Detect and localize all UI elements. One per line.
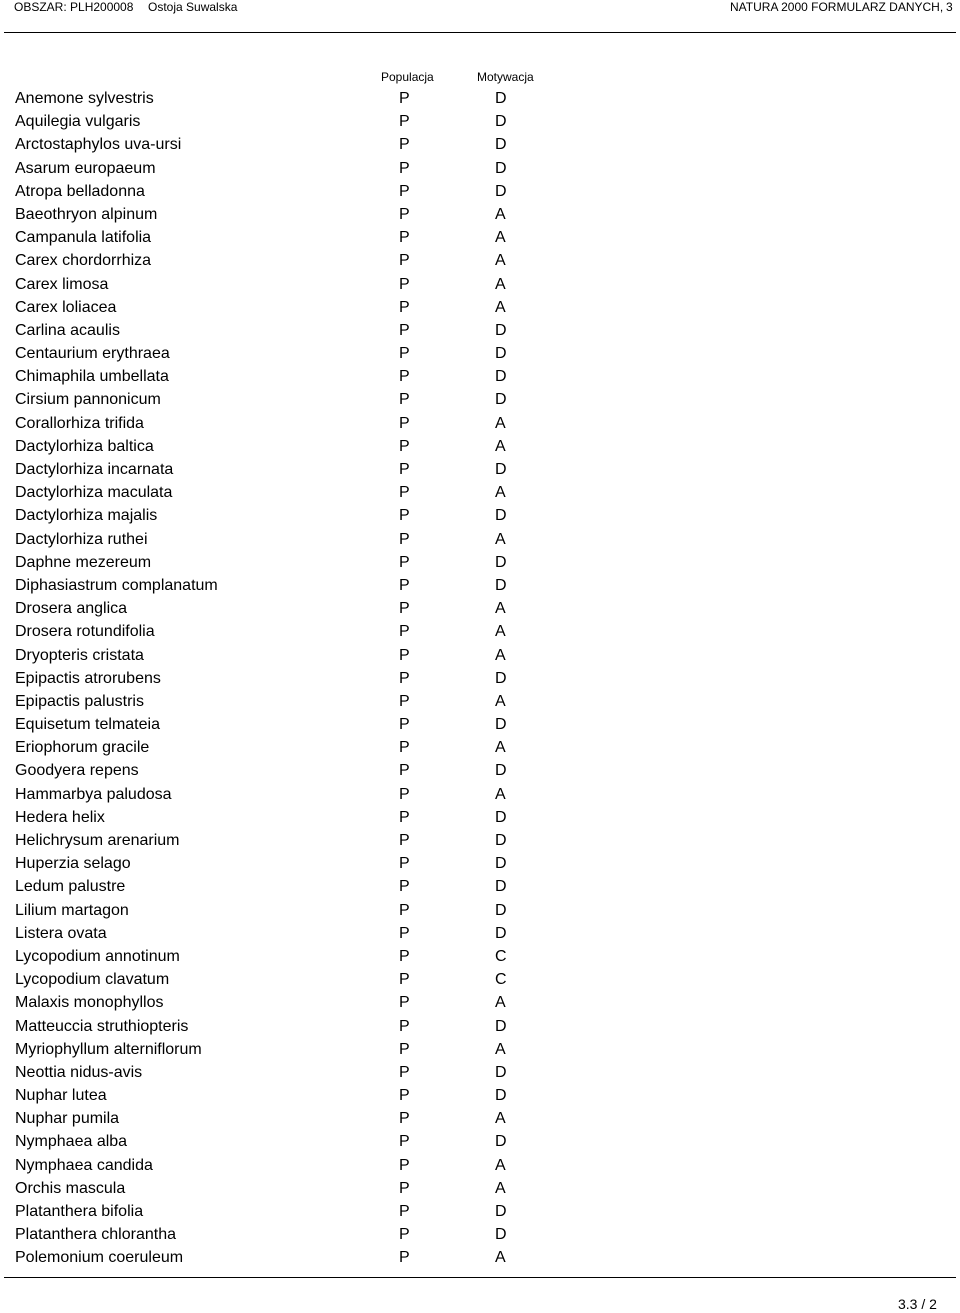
table-row <box>0 783 960 806</box>
motivation-value: D <box>495 855 507 873</box>
population-value: P <box>399 692 410 710</box>
motivation-value: A <box>495 692 506 710</box>
table-row <box>0 528 960 551</box>
table-row <box>0 875 960 898</box>
table-row <box>0 458 960 481</box>
population-value: P <box>399 762 410 780</box>
motivation-value: A <box>495 229 506 247</box>
header-divider <box>4 32 956 33</box>
population-value: P <box>399 368 410 386</box>
motivation-value: C <box>495 947 507 965</box>
motivation-value: A <box>495 205 506 223</box>
footer-divider <box>4 1277 956 1278</box>
motivation-value: A <box>495 646 506 664</box>
population-value: P <box>399 113 410 131</box>
table-row <box>0 1130 960 1153</box>
motivation-value: A <box>495 437 506 455</box>
population-value: P <box>399 1063 410 1081</box>
table-row <box>0 991 960 1014</box>
species-name: Hammarbya paludosa <box>15 785 172 803</box>
population-value: P <box>399 971 410 989</box>
motivation-value: D <box>495 1017 507 1035</box>
species-name: Asarum europaeum <box>15 159 156 177</box>
species-name: Anemone sylvestris <box>15 90 154 107</box>
population-value: P <box>399 182 410 200</box>
motivation-value: D <box>495 878 507 896</box>
table-row <box>0 1061 960 1084</box>
motivation-value: D <box>495 182 507 200</box>
population-value: P <box>399 785 410 803</box>
species-name: Dryopteris cristata <box>15 646 144 664</box>
form-title: NATURA 2000 FORMULARZ DANYCH, <box>730 0 944 14</box>
motivation-value: D <box>495 507 507 525</box>
population-value: P <box>399 1017 410 1035</box>
species-name: Aquilegia vulgaris <box>15 113 141 131</box>
motivation-value: D <box>495 113 507 131</box>
table-row <box>0 110 960 133</box>
motivation-value: D <box>495 1203 507 1220</box>
motivation-value: D <box>495 832 507 849</box>
motivation-value: D <box>495 1063 507 1081</box>
table-row <box>0 1154 960 1177</box>
species-name: Chimaphila umbellata <box>15 368 169 386</box>
population-value: P <box>399 530 410 548</box>
species-name: Drosera rotundifolia <box>15 623 155 641</box>
page-number: 3 <box>946 0 953 14</box>
table-row <box>0 736 960 759</box>
population-value: P <box>399 1179 410 1197</box>
table-row <box>0 319 960 342</box>
population-value: P <box>399 1133 410 1151</box>
population-value: P <box>399 716 410 734</box>
motivation-value: A <box>495 1040 506 1058</box>
population-value: P <box>399 646 410 664</box>
motivation-value: A <box>495 275 506 293</box>
species-name: Lycopodium annotinum <box>15 947 180 965</box>
population-value: P <box>399 437 410 455</box>
table-row <box>0 968 960 991</box>
species-name: Orchis mascula <box>15 1179 126 1197</box>
motivation-value: D <box>495 669 507 687</box>
species-name: Lycopodium clavatum <box>15 971 170 989</box>
population-value: P <box>399 345 410 363</box>
species-name: Huperzia selago <box>15 855 131 873</box>
page-header <box>0 0 960 32</box>
population-value: P <box>399 994 410 1012</box>
table-row <box>0 806 960 829</box>
site-name: Ostoja Suwalska <box>148 0 238 14</box>
species-name: Cirsium pannonicum <box>15 391 161 409</box>
table-row <box>0 1223 960 1246</box>
population-value: P <box>399 391 410 409</box>
species-name: Hedera helix <box>15 808 105 826</box>
species-name: Matteuccia struthiopteris <box>15 1017 189 1035</box>
species-name: Equisetum telmateia <box>15 716 160 734</box>
motivation-value: A <box>495 414 506 432</box>
population-value: P <box>399 901 410 919</box>
population-value: P <box>399 205 410 223</box>
table-row <box>0 1200 960 1223</box>
motivation-value: A <box>495 1110 506 1128</box>
population-value: P <box>399 275 410 293</box>
motivation-value: A <box>495 1179 506 1197</box>
motivation-value: D <box>495 368 507 386</box>
table-row <box>0 504 960 527</box>
table-row <box>0 759 960 782</box>
table-row <box>0 435 960 458</box>
population-value: P <box>399 1040 410 1058</box>
population-value: P <box>399 414 410 432</box>
table-row <box>0 481 960 504</box>
species-name: Atropa belladonna <box>15 182 145 200</box>
species-name: Listera ovata <box>15 924 107 942</box>
motivation-value: D <box>495 136 507 154</box>
motivation-value: A <box>495 623 506 641</box>
population-value: P <box>399 739 410 757</box>
population-value: P <box>399 484 410 502</box>
species-name: Dactylorhiza ruthei <box>15 530 148 548</box>
species-name: Carex limosa <box>15 275 109 293</box>
motivation-value: D <box>495 762 507 780</box>
species-name: Epipactis palustris <box>15 692 144 710</box>
motivation-value: A <box>495 1249 506 1267</box>
population-value: P <box>399 855 410 873</box>
motivation-value: D <box>495 321 507 339</box>
species-name: Arctostaphylos uva-ursi <box>15 136 182 154</box>
population-value: P <box>399 878 410 896</box>
species-name: Nuphar pumila <box>15 1110 120 1128</box>
motivation-value: A <box>495 785 506 803</box>
species-name: Drosera anglica <box>15 600 128 618</box>
table-row <box>0 226 960 249</box>
motivation-value: C <box>495 971 507 989</box>
motivation-value: D <box>495 808 507 826</box>
table-row <box>0 1084 960 1107</box>
species-name: Dactylorhiza maculata <box>15 484 173 502</box>
species-name: Baeothryon alpinum <box>15 205 158 223</box>
population-value: P <box>399 1226 410 1244</box>
species-name: Dactylorhiza incarnata <box>15 461 174 478</box>
species-name: Epipactis atrorubens <box>15 669 161 687</box>
species-name: Carex chordorrhiza <box>15 252 152 270</box>
species-name: Malaxis monophyllos <box>15 994 164 1012</box>
motivation-value: D <box>495 90 507 107</box>
species-name: Eriophorum gracile <box>15 739 150 757</box>
table-row <box>0 829 960 852</box>
species-name: Platanthera bifolia <box>15 1203 144 1220</box>
motivation-value: D <box>495 716 507 734</box>
table-row <box>0 574 960 597</box>
population-value: P <box>399 600 410 618</box>
species-name: Platanthera chlorantha <box>15 1226 176 1244</box>
population-value: P <box>399 669 410 687</box>
species-name: Dactylorhiza baltica <box>15 437 154 455</box>
table-row <box>0 1107 960 1130</box>
species-name: Lilium martagon <box>15 901 129 919</box>
motivation-value: D <box>495 391 507 409</box>
table-row <box>0 922 960 945</box>
motivation-value: D <box>495 1087 507 1105</box>
population-value: P <box>399 252 410 270</box>
column-header-population: Populacja <box>381 70 434 84</box>
table-row <box>0 365 960 388</box>
population-value: P <box>399 321 410 339</box>
motivation-value: D <box>495 1226 507 1244</box>
motivation-value: A <box>495 484 506 502</box>
population-value: P <box>399 298 410 316</box>
species-table <box>0 87 960 1270</box>
population-value: P <box>399 623 410 641</box>
species-name: Ledum palustre <box>15 878 126 896</box>
population-value: P <box>399 1110 410 1128</box>
population-value: P <box>399 1156 410 1174</box>
table-row <box>0 899 960 922</box>
table-row <box>0 945 960 968</box>
population-value: P <box>399 553 410 571</box>
table-row <box>0 133 960 156</box>
motivation-value: D <box>495 901 507 919</box>
species-name: Polemonium coeruleum <box>15 1249 184 1267</box>
table-row <box>0 203 960 226</box>
species-name: Myriophyllum alterniflorum <box>15 1040 202 1058</box>
species-name: Corallorhiza trifida <box>15 414 144 432</box>
motivation-value: A <box>495 298 506 316</box>
table-row <box>0 713 960 736</box>
population-value: P <box>399 808 410 826</box>
species-name: Neottia nidus-avis <box>15 1063 143 1081</box>
motivation-value: D <box>495 1133 507 1151</box>
table-row <box>0 388 960 411</box>
table-row <box>0 551 960 574</box>
species-name: Daphne mezereum <box>15 553 152 571</box>
population-value: P <box>399 159 410 177</box>
species-name: Nymphaea candida <box>15 1156 153 1174</box>
population-value: P <box>399 1087 410 1105</box>
motivation-value: D <box>495 924 507 942</box>
table-row <box>0 690 960 713</box>
column-header-motivation: Motywacja <box>477 70 534 84</box>
motivation-value: A <box>495 994 506 1012</box>
population-value: P <box>399 947 410 965</box>
table-row <box>0 644 960 667</box>
motivation-value: A <box>495 600 506 618</box>
population-value: P <box>399 507 410 525</box>
motivation-value: D <box>495 553 507 571</box>
motivation-value: D <box>495 345 507 363</box>
table-row <box>0 597 960 620</box>
table-row <box>0 1177 960 1200</box>
species-name: Centaurium erythraea <box>15 345 170 363</box>
species-name: Carlina acaulis <box>15 321 120 339</box>
motivation-value: A <box>495 530 506 548</box>
table-row <box>0 180 960 203</box>
table-row <box>0 249 960 272</box>
species-name: Goodyera repens <box>15 762 139 780</box>
table-row <box>0 342 960 365</box>
table-row <box>0 1246 960 1269</box>
species-name: Campanula latifolia <box>15 229 152 247</box>
species-name: Diphasiastrum complanatum <box>15 576 218 594</box>
population-value: P <box>399 229 410 247</box>
motivation-value: A <box>495 1156 506 1174</box>
motivation-value: D <box>495 576 507 594</box>
table-row <box>0 1015 960 1038</box>
species-name: Dactylorhiza majalis <box>15 507 158 525</box>
table-row <box>0 412 960 435</box>
table-row <box>0 87 960 110</box>
species-name: Nuphar lutea <box>15 1087 107 1105</box>
population-value: P <box>399 461 410 478</box>
table-row <box>0 620 960 643</box>
table-row <box>0 1038 960 1061</box>
table-row <box>0 296 960 319</box>
population-value: P <box>399 576 410 594</box>
species-name: Carex loliacea <box>15 298 117 316</box>
table-row <box>0 157 960 180</box>
population-value: P <box>399 90 410 107</box>
species-name: Helichrysum arenarium <box>15 832 180 849</box>
motivation-value: A <box>495 739 506 757</box>
site-code: OBSZAR: PLH200008 <box>14 0 134 14</box>
motivation-value: A <box>495 252 506 270</box>
population-value: P <box>399 832 410 849</box>
motivation-value: D <box>495 159 507 177</box>
population-value: P <box>399 1249 410 1267</box>
table-row <box>0 667 960 690</box>
table-row <box>0 273 960 296</box>
table-row <box>0 852 960 875</box>
species-name: Nymphaea alba <box>15 1133 128 1151</box>
population-value: P <box>399 136 410 154</box>
population-value: P <box>399 1203 410 1220</box>
motivation-value: D <box>495 461 507 478</box>
population-value: P <box>399 924 410 942</box>
section-number: 3.3 / 2 <box>898 1296 937 1312</box>
